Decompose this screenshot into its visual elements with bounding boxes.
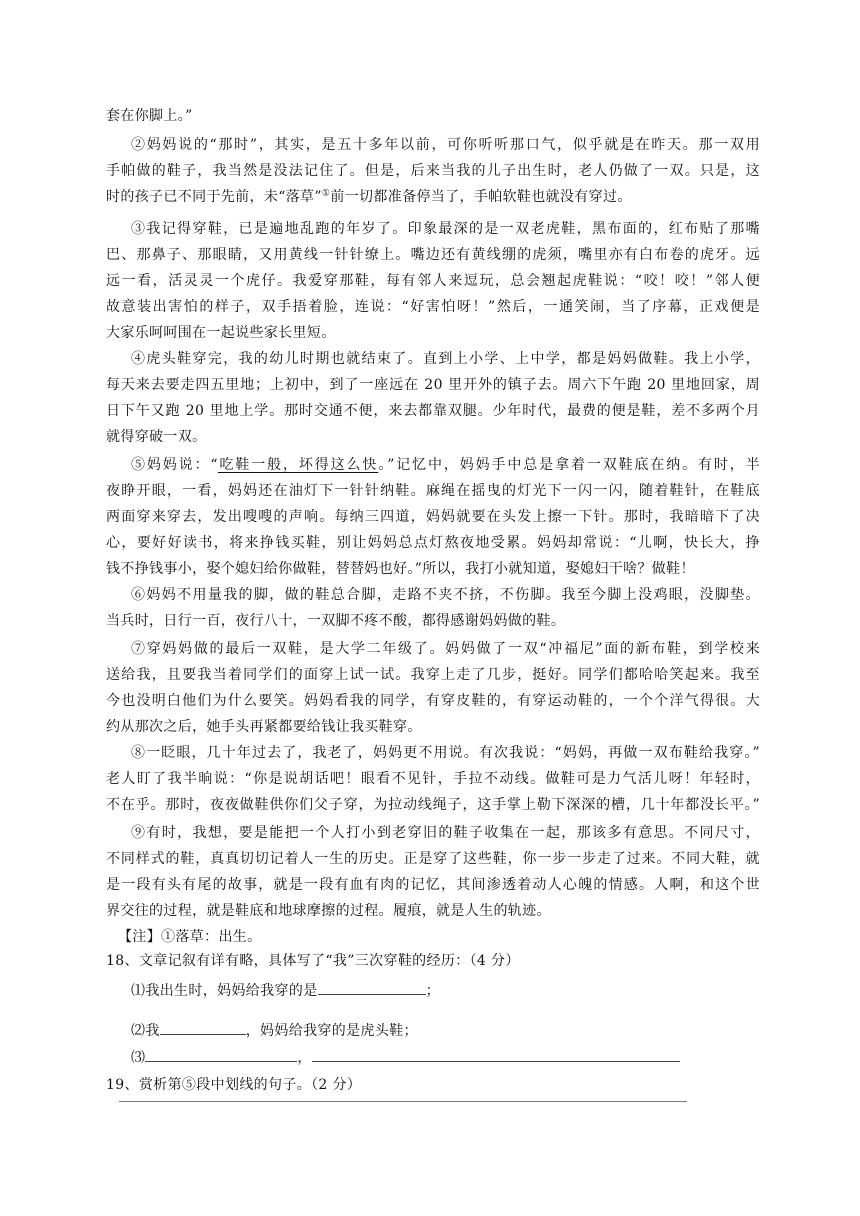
paragraph-8-line-3: 不在乎。那时，夜夜做鞋供你们父子穿，为拉动线绳子，这手掌上勒下深深的槽，几十年都没长平。” [106, 797, 760, 813]
paragraph-2-line-2: 手帕做的鞋子，我当然是没法记住了。但是，后来当我的儿子出生时，老人仍做了一双。只是，这 [106, 163, 760, 179]
paragraph-5-line-1 [131, 455, 760, 475]
question-18: 18、文章记叙有详有略，具体写了“我”三次穿鞋的经历：（4 分） [106, 953, 520, 969]
footnote: 【注】①落草：出生。 [118, 929, 262, 945]
answer-blank-2[interactable] [160, 1019, 246, 1035]
question-18-item-2-end: ，妈妈给我穿的是虎头鞋； [245, 1023, 418, 1039]
answer-blank-4[interactable] [312, 1046, 680, 1062]
paragraph-2-text-end: 前一切都准备停当了，手帕软鞋也就没有穿过。 [330, 189, 632, 205]
paragraph-8-line-2: 老人盯了我半晌说：“你是说胡话吧！眼看不见针，手拉不动线。做鞋可是力气活儿呀！年轻时， [106, 771, 760, 787]
paragraph-4-line-3: 日下午又跑 20 里地上学。那时交通不便，来去都靠双腿。少年时代，最费的便是鞋，差不多两个月 [106, 403, 760, 419]
answer-blank-3[interactable] [145, 1046, 297, 1062]
paragraph-5-rest: 。”记忆中，妈妈手中总是拿着一双鞋底在纳。有时，半 [378, 457, 761, 473]
paragraph-1-tail: 套在你脚上。” [106, 108, 193, 124]
question-18-item-1-text: ⑴我出生时，妈妈给我穿的是 [131, 983, 318, 999]
paragraph-2-text: 时的孩子已不同于先前，未“落草” [106, 189, 322, 205]
question-18-item-2-text: ⑵我 [131, 1023, 160, 1039]
paragraph-4-line-2: 每天来去要走四五里地；上初中，到了一座远在 20 里开外的镇子去。周六下午跑 20 里地回家，周 [106, 377, 760, 393]
answer-line[interactable] [119, 1101, 687, 1102]
paragraph-9-line-2: 不同样式的鞋，真真切切记着人一生的历史。正是穿了这些鞋，你一步一步走了过来。不同大鞋，就 [106, 851, 760, 867]
paragraph-5-line-5: 钱不挣钱事小，娶个媳妇给你做鞋，替替妈也好。”所以，我打小就知道，娶媳妇干啥？做鞋！ [106, 561, 695, 577]
paragraph-9-line-3: 是一段有头有尾的故事，就是一段有血有肉的记忆，其间渗透着动人心魄的情感。人啊，和这个世 [106, 877, 760, 893]
paragraph-3-line-2: 巴、那鼻子、那眼睛，又用黄线一针针缭上。嘴边还有黄线绷的虎须，嘴里亦有白布卷的虎牙。远 [106, 247, 760, 263]
footnote-marker: ① [321, 188, 331, 199]
question-18-item-3-comma: ， [297, 1050, 312, 1066]
question-18-item-3-number: ⑶ [131, 1050, 146, 1066]
paragraph-9-line-4: 界交往的过程，就是鞋底和地球摩擦的过程。履痕，就是人生的轨迹。 [106, 903, 551, 919]
paragraph-3-line-3: 远一看，活灵灵一个虎仔。我爱穿那鞋，每有邻人来逗玩，总会翘起虎鞋说：“咬！咬！”邻人便 [106, 273, 760, 289]
paragraph-3-line-1: ③我记得穿鞋，已是遍地乱跑的年岁了。印象最深的是一双老虎鞋，黑布面的，红布贴了那嘴 [131, 221, 760, 237]
paragraph-5-line-4: 心，要好好读书，将来挣钱买鞋，别让妈妈总点灯熬夜地受累。妈妈却常说：“儿啊，快长大，挣 [106, 535, 760, 551]
question-19: 19、赏析第⑤段中划线的句子。（2 分） [106, 1077, 362, 1093]
paragraph-4-line-1: ④虎头鞋穿完，我的幼儿时期也就结束了。直到上小学、上中学，都是妈妈做鞋。我上小学， [131, 351, 760, 367]
paragraph-3-line-4: 故意装出害怕的样子，双手捂着脸，连说：“好害怕呀！”然后，一通笑闹，当了序幕，正戏便是 [106, 299, 760, 315]
answer-blank-1[interactable] [318, 979, 426, 995]
paragraph-7-line-1: ⑦穿妈妈做的最后一双鞋，是大学二年级了。妈妈做了一双“冲福尼”面的新布鞋，到学校来 [131, 641, 760, 657]
paragraph-2-line-1: ②妈妈说的“那时”，其实，是五十多年以前，可你听听那口气，似乎就是在昨天。那一双用 [131, 137, 760, 153]
paragraph-7-line-3: 今也没明白他们为什么要笑。妈妈看我的同学，有穿皮鞋的，有穿运动鞋的，一个个洋气得很。大 [106, 693, 760, 709]
question-18-item-3 [131, 1046, 680, 1068]
paragraph-3-line-5: 大家乐呵呵围在一起说些家长里短。 [106, 325, 336, 341]
paragraph-5-start: ⑤妈妈说：“ [131, 457, 218, 473]
underlined-sentence: 吃鞋一般，坏得这么快 [217, 457, 379, 473]
paragraph-6-line-2: 当兵时，日行一百，夜行八十，一双脚不疼不酸，都得感谢妈妈做的鞋。 [106, 613, 566, 629]
paragraph-9-line-1: ⑨有时，我想，要是能把一个人打小到老穿旧的鞋子收集在一起，那该多有意思。不同尺寸， [131, 825, 760, 841]
paragraph-8-line-1: ⑧一眨眼，几十年过去了，我老了，妈妈更不用说。有次我说：“妈妈，再做一双布鞋给我穿。” [131, 745, 760, 761]
paragraph-6-line-1: ⑥妈妈不用量我的脚，做的鞋总合脚，走路不夹不挤，不伤脚。我至今脚上没鸡眼，没脚垫。 [131, 587, 760, 603]
paragraph-2-line-3 [106, 187, 632, 207]
paragraph-7-line-4: 约从那次之后，她手头再紧都要给钱让我买鞋穿。 [106, 719, 422, 735]
paragraph-5-line-3: 两面穿来穿去，发出嗖嗖的声响。每纳三四道，妈妈就要在头发上擦一下针。那时，我暗暗下了决 [106, 509, 760, 525]
question-18-item-2 [131, 1019, 418, 1041]
question-18-item-1-end: ； [425, 983, 440, 999]
question-18-item-1 [131, 979, 440, 1001]
paragraph-7-line-2: 送给我，且要我当着同学们的面穿上试一试。我穿上走了几步，挺好。同学们都哈哈笑起来。我至 [106, 667, 760, 683]
paragraph-5-line-2: 夜睁开眼，一看，妈妈还在油灯下一针针纳鞋。麻绳在摇曳的灯光下一闪一闪，随着鞋针，在鞋底 [106, 483, 760, 499]
paragraph-4-line-4: 就得穿破一双。 [106, 429, 207, 445]
